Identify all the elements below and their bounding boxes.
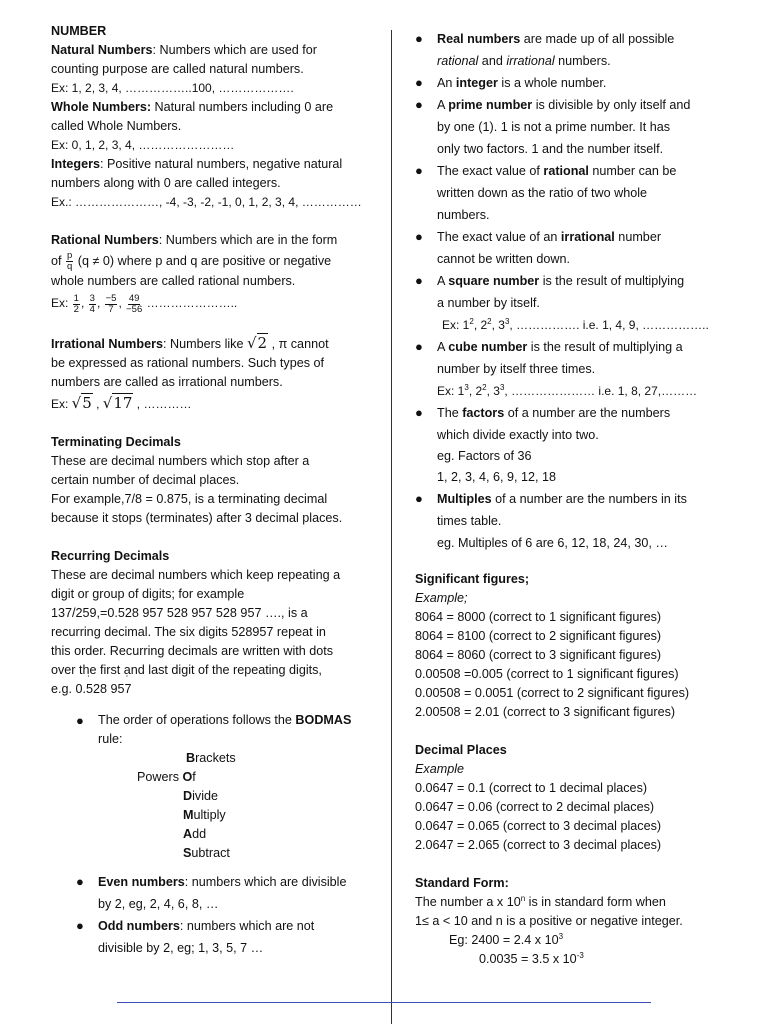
whole-example: Ex: 0, 1, 2, 3, 4, …………………… <box>51 138 235 152</box>
decimal-line: 0.0647 = 0.1 (correct to 1 decimal places) <box>415 781 648 795</box>
natural-example: Ex: 1, 2, 3, 4, ……………..100, ………………. <box>51 81 294 95</box>
integers-def-2: numbers along with 0 are called integers. <box>51 176 281 190</box>
cube-line: number by itself three times. <box>437 362 596 376</box>
whole-def: Whole Numbers: Natural numbers including 0 are <box>51 100 334 114</box>
decimal-heading: Decimal Places <box>415 743 507 757</box>
example-fraction: $\frac{3}{4}$ <box>89 292 95 315</box>
multiples-line: eg. Multiples of 6 are 6, 12, 18, 24, 30, … <box>437 536 669 550</box>
irrational-line: cannot be written down. <box>437 252 571 266</box>
decimal-line: 0.0647 = 0.065 (correct to 3 decimal places) <box>415 819 662 833</box>
sigfig-line: 8064 = 8060 (correct to 3 significant figures) <box>415 648 662 662</box>
sqrt-17: √17 <box>102 394 133 413</box>
recurring-line: 137/259,=0.528 957 528 957 528 957 …., is a <box>51 606 308 621</box>
recurring-line: digit or group of digits; for example <box>51 587 245 602</box>
column-divider <box>391 30 392 1024</box>
bullet-icon: ● <box>415 491 423 506</box>
bodmas-item: Add <box>183 827 207 842</box>
bodmas-item: Divide <box>183 789 219 804</box>
odd-bullet: ● Odd numbers: numbers which are not <box>76 915 381 937</box>
terminating-line: certain number of decimal places. <box>51 473 240 488</box>
example-fraction: $\frac{1}{2}$ <box>73 292 79 315</box>
factors-line: which divide exactly into two. <box>437 428 599 442</box>
bodmas-item: Subtract <box>183 846 230 861</box>
even-bullet: ● Even numbers: numbers which are divisible <box>76 871 381 893</box>
square-example: Ex: $1^2$, $2^2$, $3^3$, ……………. i.e. 1, 4, 9, …………….. <box>442 317 709 332</box>
rational-line: written down as the ratio of two whole <box>437 186 648 200</box>
bullet-icon: ● <box>76 713 84 729</box>
real-line-2: rational and irrational numbers. <box>437 54 611 68</box>
real-bullet: ● Real numbers are made up of all possible <box>415 28 755 50</box>
whole-def-2: called Whole Numbers. <box>51 119 182 133</box>
sigfig-line: 0.00508 = 0.0051 (correct to 2 significant figures) <box>415 686 690 700</box>
decimal-line: 0.0647 = 0.06 (correct to 2 decimal places) <box>415 800 655 814</box>
rational-example: Ex: $\frac{1}{2}$ , $\frac{3}{4}$ , $\frac{-5}{7}$ , $\frac{49}{-56}$ ………………….. <box>51 292 238 315</box>
bullet-icon: ● <box>415 339 423 354</box>
right-column <box>415 28 755 969</box>
cube-bullet: ● A cube number is the result of multiplying a <box>415 336 755 358</box>
bodmas-item: Multiply <box>183 808 226 823</box>
sigfig-heading: Significant figures; <box>415 572 530 586</box>
bodmas-list <box>51 749 381 863</box>
odd-line-2: divisible by 2, eg; 1, 3, 5, 7 … <box>98 941 264 956</box>
section-heading: NUMBER <box>51 24 107 38</box>
rational-def-3: whole numbers are called rational numbers. <box>51 274 296 289</box>
sigfig-line: 0.00508 =0.005 (correct to 1 significant figures) <box>415 667 679 681</box>
bullet-icon: ● <box>415 405 423 420</box>
sigfig-line: 2.00508 = 2.01 (correct to 3 significant figures) <box>415 705 676 719</box>
bullet-icon: ● <box>415 31 423 46</box>
left-column <box>51 22 381 959</box>
standard-example: 0.0035 = 3.5 x $10^{-3}$ <box>479 950 584 966</box>
sigfig-example-label: Example; <box>415 591 468 605</box>
prime-bullet: ● A prime number is divisible by only itself and <box>415 94 755 116</box>
recurring-example: e.g. 0.5 ˙28 957 ˙ <box>51 680 381 699</box>
rational-bullet: ● The exact value of rational number can be <box>415 160 755 182</box>
cube-example: Ex: $1^3$, $2^2$, $3^3$, ………………… i.e. 1, 8, 27,……… <box>437 383 698 398</box>
irrational-example: Ex: √5 , √17 , ………… <box>51 394 192 413</box>
irrational-bullet: ● The exact value of an irrational number <box>415 226 755 248</box>
prime-line: by one (1). 1 is not a prime number. It has <box>437 120 671 134</box>
standard-line: 1≤ a < 10 and n is a positive or negative integer. <box>415 914 683 928</box>
bullet-icon: ● <box>415 75 423 90</box>
square-bullet: ● A square number is the result of multiplying <box>415 270 755 292</box>
bullet-icon: ● <box>415 163 423 178</box>
rational-def-2: of $\frac{p}{q}$ (q ≠ 0) where p and q are positive or negative <box>51 250 332 273</box>
square-line: a number by itself. <box>437 296 540 310</box>
integers-example: Ex.: …………………, -4, -3, -2, -1, 0, 1, 2, 3, 4, …………… <box>51 195 362 209</box>
multiples-bullet: ● Multiples of a number are the numbers in its <box>415 488 755 510</box>
recurring-line: These are decimal numbers which keep repeating a <box>51 568 341 583</box>
recurring-line: over the first and last digit of the repeating digits, <box>51 663 322 678</box>
bullet-icon: ● <box>415 97 423 112</box>
example-fraction: $\frac{49}{-56}$ <box>126 292 143 315</box>
standard-line: The number a x 10$^n$ is in standard form when <box>415 893 666 909</box>
terminating-line: because it stops (terminates) after 3 decimal places. <box>51 511 343 526</box>
terminating-heading: Terminating Decimals <box>51 435 181 450</box>
standard-heading: Standard Form: <box>415 876 509 890</box>
natural-def-2: counting purpose are called natural numbers. <box>51 62 304 76</box>
terminating-line: For example,7/8 = 0.875, is a terminating decimal <box>51 492 328 507</box>
bodmas-item: Brackets <box>186 751 236 766</box>
terminating-line: These are decimal numbers which stop after a <box>51 454 310 469</box>
bullet-icon: ● <box>415 229 423 244</box>
prime-line: only two factors. 1 and the number itself. <box>437 142 664 156</box>
footer-rule <box>117 1002 651 1003</box>
factors-bullet: ● The factors of a number are the numbers <box>415 402 755 424</box>
bodmas-bullet: ● The order of operations follows the BODMAS <box>76 713 352 729</box>
sigfig-line: 8064 = 8000 (correct to 1 significant figures) <box>415 610 662 624</box>
bodmas-item: Powers Of <box>137 770 196 785</box>
factors-line: eg. Factors of 36 <box>437 449 532 463</box>
recurring-line: this order. Recurring decimals are written with dots <box>51 644 334 659</box>
decimal-line: 2.0647 = 2.065 (correct to 3 decimal places) <box>415 838 662 852</box>
bullet-icon: ● <box>76 874 84 890</box>
bullet-icon: ● <box>76 918 84 934</box>
bullet-icon: ● <box>415 273 423 288</box>
factors-line: 1, 2, 3, 4, 6, 9, 12, 18 <box>437 470 557 484</box>
bodmas-rule: rule: <box>98 732 123 747</box>
irrational-def: Irrational Numbers: Numbers like √2 , π cannot <box>51 334 329 353</box>
fraction-p-over-q: $\frac{p}{q}$ <box>67 250 73 273</box>
even-line-2: by 2, eg, 2, 4, 6, 8, … <box>98 897 219 912</box>
integer-bullet: ● An integer is a whole number. <box>415 72 755 94</box>
natural-def: Natural Numbers: Numbers which are used for <box>51 43 317 57</box>
irrational-def-2: be expressed as rational numbers. Such types of <box>51 356 325 371</box>
rational-def: Rational Numbers: Numbers which are in the form <box>51 233 338 247</box>
sqrt-2: √2 <box>246 334 268 353</box>
irrational-def-3: numbers are called as irrational numbers. <box>51 375 283 390</box>
sqrt-5: √5 <box>71 394 92 413</box>
recurring-heading: Recurring Decimals <box>51 549 170 564</box>
standard-example: Eg: 2400 = 2.4 x $10^3$ <box>449 931 564 947</box>
decimal-example-label: Example <box>415 762 464 776</box>
rational-line: numbers. <box>437 208 490 222</box>
recurring-line: recurring decimal. The six digits 528957 repeat in <box>51 625 326 640</box>
multiples-line: times table. <box>437 514 502 528</box>
sigfig-line: 8064 = 8100 (correct to 2 significant figures) <box>415 629 662 643</box>
example-fraction: $\frac{-5}{7}$ <box>105 292 117 315</box>
integers-def: Integers: Positive natural numbers, negative natural <box>51 157 343 171</box>
